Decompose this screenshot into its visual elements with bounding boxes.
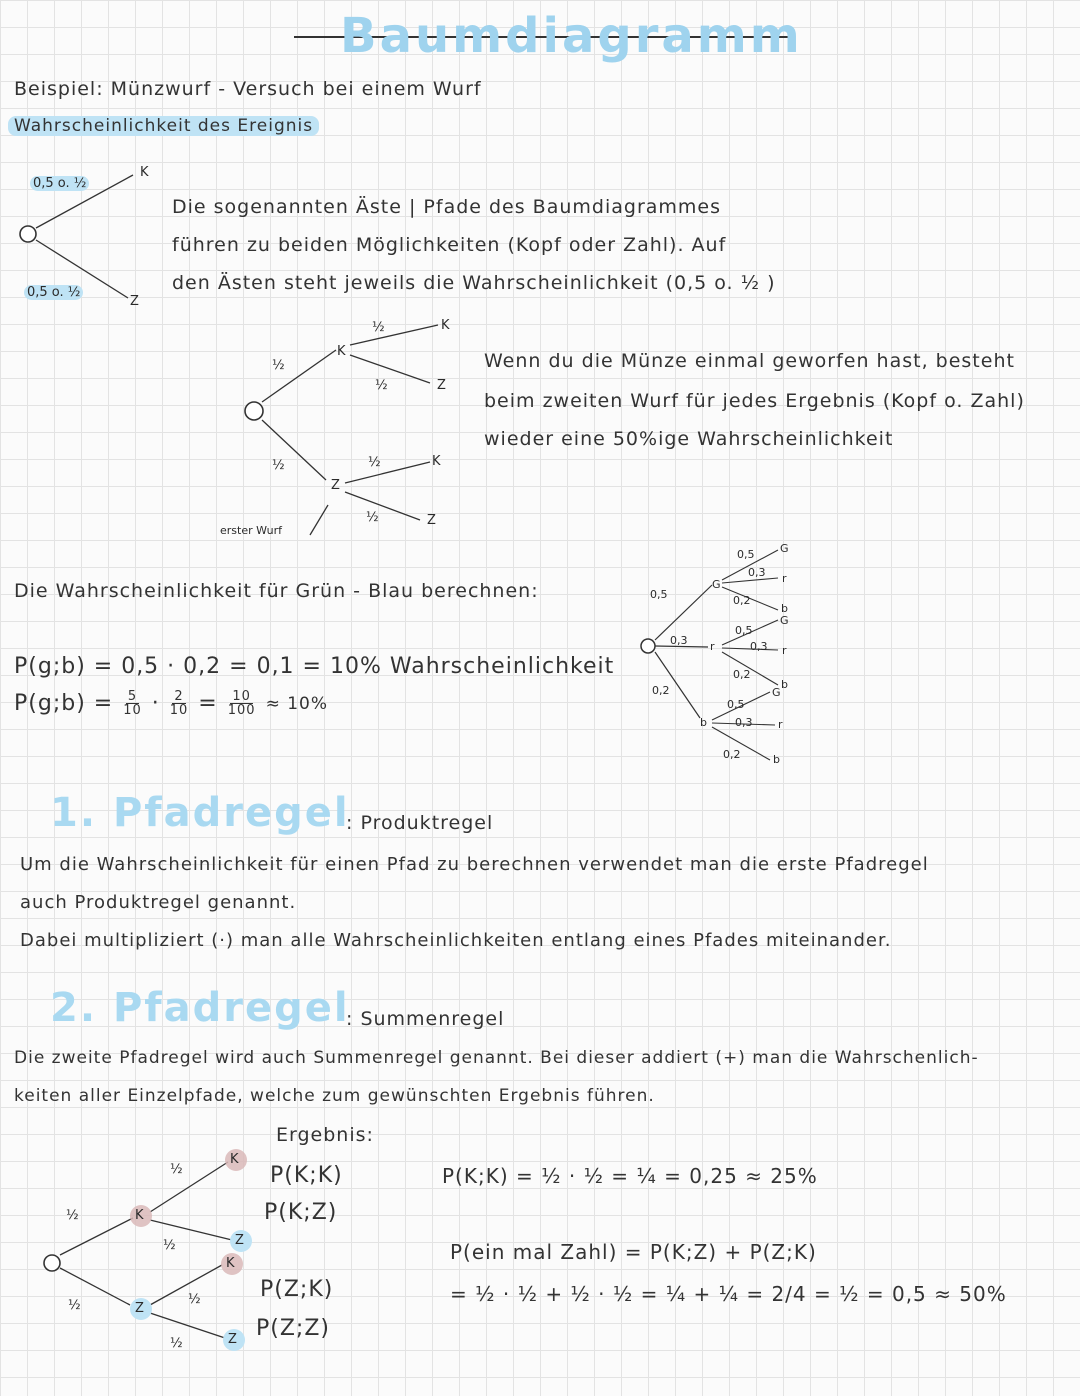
tree4-node-z: Z <box>135 1301 144 1316</box>
fraction-10-100: $\frac{10}{100}$ <box>227 689 256 718</box>
tree2-leaf-k2: K <box>432 454 441 469</box>
tree4-leaf-z1: Z <box>235 1233 244 1248</box>
tree2-leaf-z1: Z <box>437 378 446 393</box>
tree3-leaf-g1: G <box>780 542 789 555</box>
section-subheading: Wahrscheinlichkeit des Ereignis <box>8 116 319 136</box>
tree2-node-k: K <box>337 344 346 359</box>
tree3-g-02: 0,2 <box>733 594 751 607</box>
tree2-prob-zk: ½ <box>368 455 381 470</box>
result-kz: P(K;Z) <box>264 1200 338 1225</box>
tree4-leaf-k1: K <box>230 1152 239 1167</box>
tree4-prob-kk: ½ <box>170 1162 183 1177</box>
rule2-heading: 2. Pfadregel <box>50 985 350 1031</box>
tree3-r-05: 0,5 <box>735 624 753 637</box>
tree4-leaf-z2: Z <box>228 1332 237 1347</box>
tree3-leaf-g3: G <box>772 686 781 699</box>
green-blue-line2-prefix: P(g;b) = <box>14 691 114 716</box>
tree2-prob-lower: ½ <box>272 458 285 473</box>
green-blue-heading: Die Wahrscheinlichkeit für Grün - Blau berechnen: <box>14 580 539 602</box>
green-blue-line2: P(g;b) = $\frac{5}{10}$ · $\frac{2}{10}$ = $\frac{10}{100}$ ≈ 10% <box>14 689 328 718</box>
paragraph2-line1: Wenn du die Münze einmal geworfen hast, besteht <box>484 350 1015 372</box>
paragraph2-line3: wieder eine 50%ige Wahrscheinlichkeit <box>484 428 894 450</box>
tree3-leaf-b3: b <box>773 753 780 766</box>
fraction-5-10: $\frac{5}{10}$ <box>123 689 142 718</box>
rule1-text-line2: auch Produktregel genannt. <box>20 892 297 913</box>
tree3-first-b: 0,2 <box>652 684 670 697</box>
fraction-2-10: $\frac{2}{10}$ <box>169 689 189 718</box>
tree1-leaf-z: Z <box>130 294 139 309</box>
tree3-node-g: G <box>712 578 721 591</box>
tree3-first-g: 0,5 <box>650 588 668 601</box>
green-blue-line2-suffix: ≈ 10% <box>265 693 328 714</box>
tree4-prob-zz: ½ <box>170 1336 183 1351</box>
result-kk: P(K;K) <box>270 1163 343 1188</box>
tree2-node-z: Z <box>331 478 340 493</box>
rule2-text-line1: Die zweite Pfadregel wird auch Summenregel genannt. Bei dieser addiert (+) man die Wahrschenlich- <box>14 1048 979 1068</box>
tree3-leaf-r1: r <box>782 572 787 585</box>
tree3-r-02: 0,2 <box>733 668 751 681</box>
paragraph1-line2: führen zu beiden Möglichkeiten (Kopf oder Zahl). Auf <box>172 234 727 256</box>
tree3-node-r: r <box>710 640 715 653</box>
tree2-prob-kk: ½ <box>372 320 385 335</box>
tree2-prob-upper: ½ <box>272 358 285 373</box>
rule1-text-line3: Dabei multipliziert (·) man alle Wahrscheinlichkeiten entlang eines Pfades miteinander. <box>20 930 892 951</box>
tree3-b-03: 0,3 <box>735 716 753 729</box>
tree3-g-03: 0,3 <box>748 566 766 579</box>
example-text: Beispiel: Münzwurf - Versuch bei einem Wurf <box>14 78 482 100</box>
result-zz: P(Z;Z) <box>256 1316 330 1341</box>
paragraph1-line3: den Ästen steht jeweils die Wahrscheinlichkeit (0,5 o. ½ ) <box>172 272 776 294</box>
tree3-leaf-g2: G <box>780 614 789 627</box>
tree2-prob-zz: ½ <box>366 510 379 525</box>
tree4-prob-z: ½ <box>68 1298 81 1313</box>
rule1-text-line1: Um die Wahrscheinlichkeit für einen Pfad zu berechnen verwendet man die erste Pfadregel <box>20 854 929 875</box>
tree3-b-02: 0,2 <box>723 748 741 761</box>
title-highlight: Baumdiagramm <box>340 8 803 64</box>
formula-einmal-zahl: P(ein mal Zahl) = P(K;Z) + P(Z;K) <box>450 1240 817 1264</box>
ergebnis-label: Ergebnis: <box>276 1124 374 1146</box>
tree4-prob-zk: ½ <box>188 1292 201 1307</box>
tree1-top-prob: 0,5 o. ½ <box>30 176 89 191</box>
tree4-prob-k: ½ <box>66 1208 79 1223</box>
tree3-node-b: b <box>700 716 707 729</box>
tree3-b-05: 0,5 <box>727 698 745 711</box>
tree3-leaf-b2: b <box>781 678 788 691</box>
tree1-bottom-prob: 0,5 o. ½ <box>24 285 83 300</box>
rule1-heading: 1. Pfadregel <box>50 790 350 836</box>
tree4-node-k: K <box>135 1208 144 1223</box>
green-blue-line1: P(g;b) = 0,5 · 0,2 = 0,1 = 10% Wahrscheinlichkeit <box>14 654 615 679</box>
tree2-leaf-k1: K <box>441 318 450 333</box>
formula-sum: = ½ · ½ + ½ · ½ = ¼ + ¼ = 2/4 = ½ = 0,5 ≈ 50% <box>450 1282 1007 1306</box>
paragraph2-line2: beim zweiten Wurf für jedes Ergebnis (Kopf o. Zahl) <box>484 390 1025 412</box>
tree3-r-03: 0,3 <box>750 640 768 653</box>
formula-pkk: P(K;K) = ½ · ½ = ¼ = 0,25 ≈ 25% <box>442 1164 818 1188</box>
tree3-g-05: 0,5 <box>737 548 755 561</box>
paragraph1-line1: Die sogenannten Äste | Pfade des Baumdiagrammes <box>172 196 722 218</box>
tree4-prob-kz: ½ <box>163 1238 176 1253</box>
tree4-leaf-k2: K <box>226 1256 235 1271</box>
tree3-first-r: 0,3 <box>670 634 688 647</box>
first-throw-label: erster Wurf <box>220 524 282 537</box>
result-zk: P(Z;K) <box>260 1277 334 1302</box>
rule2-text-line2: keiten aller Einzelpfade, welche zum gewünschten Ergebnis führen. <box>14 1086 655 1106</box>
tree3-leaf-r2: r <box>782 644 787 657</box>
tree1-leaf-k: K <box>140 165 149 180</box>
tree2-leaf-z2: Z <box>427 513 436 528</box>
tree3-leaf-b1: b <box>781 602 788 615</box>
tree2-prob-kz: ½ <box>375 378 388 393</box>
tree3-leaf-r3: r <box>778 718 783 731</box>
rule2-subtitle: : Summenregel <box>346 1008 505 1030</box>
rule1-subtitle: : Produktregel <box>346 812 494 834</box>
